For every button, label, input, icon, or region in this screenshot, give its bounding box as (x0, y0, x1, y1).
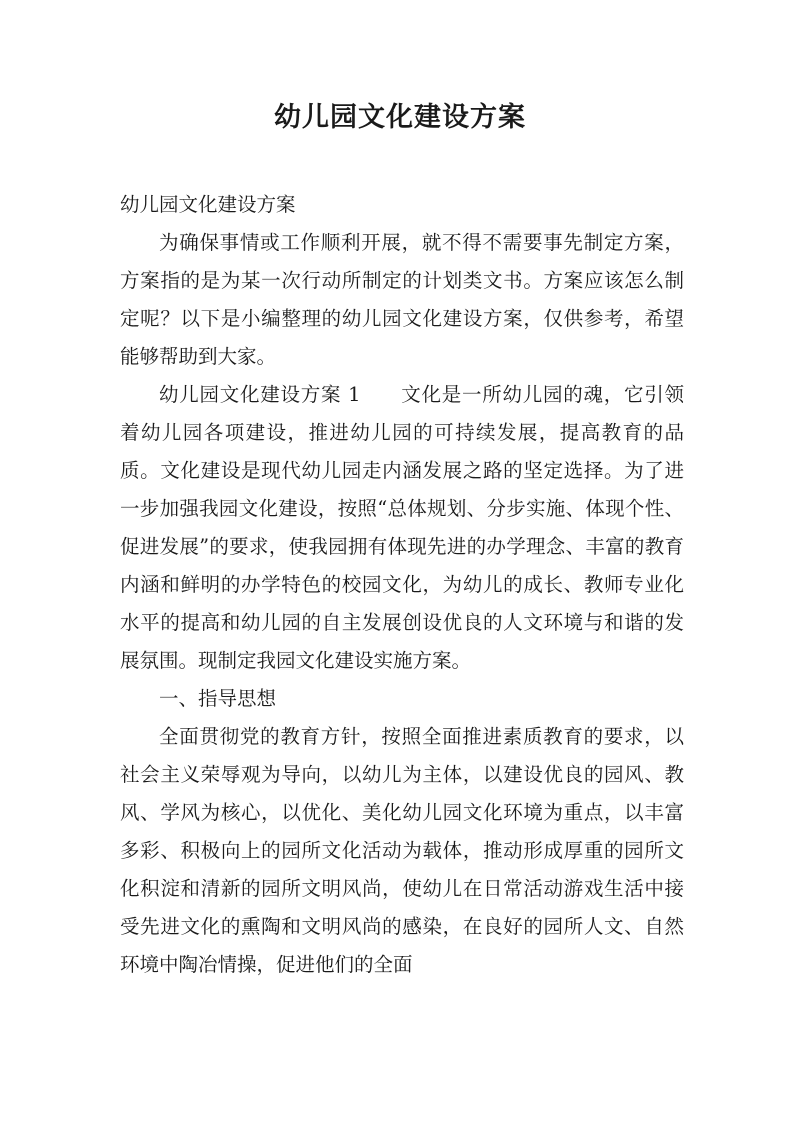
section1-text: 文化是一所幼儿园的魂，它引领着幼儿园各项建设，推进幼儿园的可持续发展，提高教育的品质。文化建设是现代幼儿园走内涵发展之路的坚定选择。为了进一步加强我园文化建设，按照“总体规划、分步实施、体现个性、促进发展”的要求，使我园拥有体现先进的办学理念、丰富的教育内涵和鲜明的办学特色的校园文化，为幼儿的成长、教师专业化水平的提高和幼儿园的自主发展创设优良的人文环境与和谐的发展氛围。现制定我园文化建设实施方案。 (120, 383, 684, 672)
section1-paragraph (120, 376, 684, 680)
document-body (120, 186, 684, 984)
section1-heading: 幼儿园文化建设方案 1 (159, 383, 361, 406)
intro-paragraph: 为确保事情或工作顺利开展，就不得不需要事先制定方案，方案指的是为某一次行动所制定的计划类文书。方案应该怎么制定呢？以下是小编整理的幼儿园文化建设方案，仅供参考，希望能够帮助到大家。 (120, 231, 684, 368)
document-title: 幼儿园文化建设方案 (274, 102, 526, 133)
guiding-heading: 一、指导思想 (159, 687, 277, 710)
guiding-paragraph: 全面贯彻党的教育方针，按照全面推进素质教育的要求，以社会主义荣辱观为导向，以幼儿为主体，以建设优良的园风、教风、学风为核心，以优化、美化幼儿园文化环境为重点，以丰富多彩、积极向上的园所文化活动为载体，推动形成厚重的园所文化积淀和清新的园所文明风尚，使幼儿在日常活动游戏生活中接受先进文化的熏陶和文明风尚的感染，在良好的园所人文、自然环境中陶冶情操，促进他们的全面 (120, 725, 684, 976)
document-subtitle: 幼儿园文化建设方案 (120, 193, 296, 216)
